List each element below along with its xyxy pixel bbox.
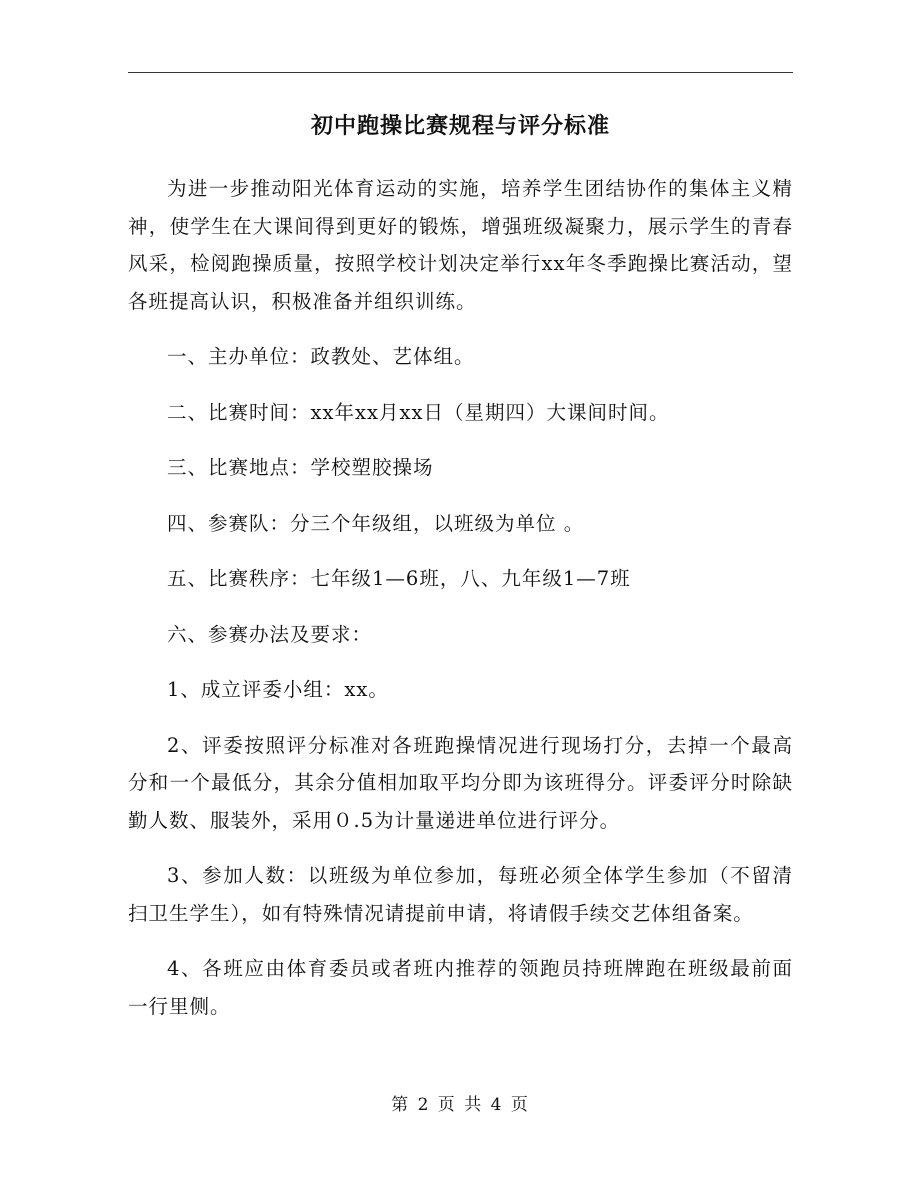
page-suffix: 页 [510, 1095, 530, 1115]
total-pages-number: 4 [490, 1095, 504, 1115]
section-rules-heading: 六、参赛办法及要求： [167, 622, 373, 646]
document-body [128, 170, 793, 1043]
section-teams: 四、参赛队：分三个年级组，以班级为单位 。 [167, 511, 585, 535]
section-time: 二、比赛时间：xx年xx月xx日（星期四）大课间时间。 [167, 400, 670, 424]
intro-paragraph: 为进一步推动阳光体育运动的实施，培养学生团结协作的集体主义精神，使学生在大课间得到更好的锻炼，增强班级凝聚力，展示学生的青春风采，检阅跑操质量，按照学校计划决定举行xx年冬季跑操比赛活动，望各班提高认识，积极准备并组织训练。 [128, 177, 793, 313]
rule-leader: 4、各班应由体育委员或者班内推荐的领跑员持班牌跑在班级最前面一行里侧。 [128, 957, 793, 1018]
section-location: 三、比赛地点：学校塑胶操场 [167, 456, 434, 479]
rule-scoring: 2、评委按照评分标准对各班跑操情况进行现场打分，去掉一个最高分和一个最低分，其余分值相加取平均分即为该班得分。评委评分时除缺勤人数、服装外，采用０.5为计量递进单位进行评分。 [128, 733, 793, 832]
section-organizer: 一、主办单位：政教处、艺体组。 [167, 345, 475, 368]
page-footer [128, 1093, 793, 1117]
rule-judges: 1、成立评委小组：xx。 [167, 678, 389, 701]
rule-participants: 3、参加人数：以班级为单位参加，每班必须全体学生参加（不留清扫卫生学生），如有特殊情况请提前申请，将请假手续交艺体组备案。 [128, 864, 793, 925]
page-prefix: 第 [391, 1095, 411, 1115]
header-rule [128, 72, 793, 73]
section-order: 五、比赛秩序：七年级1—6班，八、九年级1—7班 [167, 567, 631, 590]
page-mid: 页 共 [437, 1095, 484, 1115]
document-title: 初中跑操比赛规程与评分标准 [310, 113, 610, 139]
current-page-number: 2 [417, 1095, 431, 1115]
